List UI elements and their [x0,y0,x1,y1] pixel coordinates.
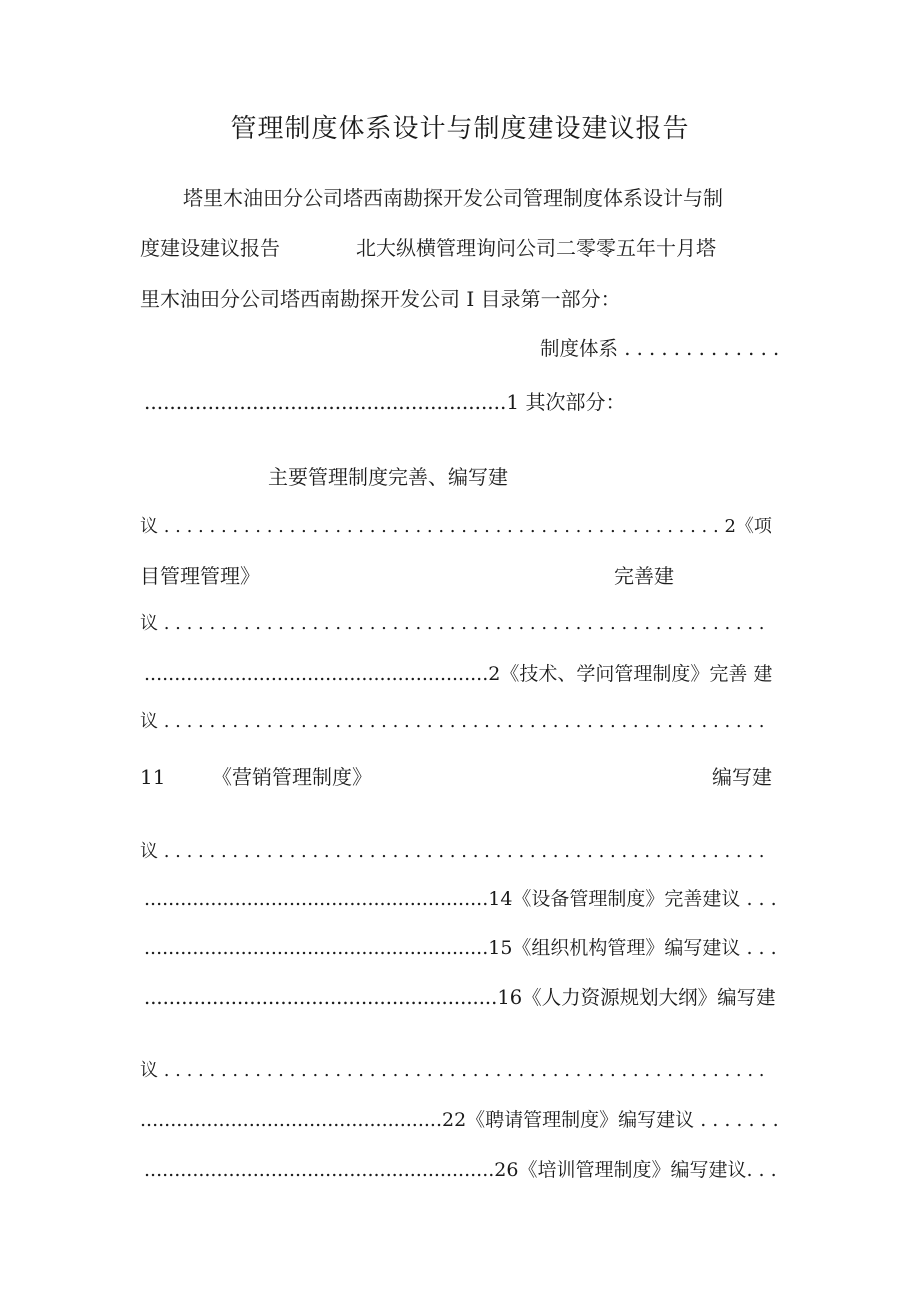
toc-entry: 议 . . . . . . . . . . . . . . . . . . . . . . . . . . . . . . . . . . . . . . . . . . . . . . . . . . . . . [140,1060,765,1081]
toc-entry: 《营销管理制度》 [212,765,372,789]
body-line: 塔里木油田分公司塔西南勘探开发公司管理制度体系设计与制 [183,186,723,210]
toc-entry: 制度体系 . . . . . . . . . . . . . [540,337,780,360]
toc-entry: 编写建 [712,765,772,789]
toc-entry: 议 . . . . . . . . . . . . . . . . . . . . . . . . . . . . . . . . . . . . . . . . . . . . . . . . . 2《项 [140,516,772,537]
toc-entry: .........................................................14《设备管理制度》完善建议 . . . [144,888,777,910]
toc-entry: 完善建 [614,564,674,588]
page-number: 11 [140,765,166,789]
body-line: 度建设建议报告 [140,236,280,260]
body-line: 北大纵横管理询问公司二零零五年十月塔 [356,236,716,260]
toc-entry: 主要管理制度完善、编写建 [268,465,508,489]
toc-entry: 议 . . . . . . . . . . . . . . . . . . . . . . . . . . . . . . . . . . . . . . . . . . . . . . . . . . . . . [140,841,765,862]
toc-entry: 议 . . . . . . . . . . . . . . . . . . . . . . . . . . . . . . . . . . . . . . . . . . . . . . . . . . . . . [140,711,765,732]
document-title: 管理制度体系设计与制度建设建议报告 [230,114,690,144]
toc-entry: ..................................................22《聘请管理制度》编写建议 . . . . . . . [140,1109,779,1131]
body-line: 里木油田分公司塔西南勘探开发公司 I 目录第一部分： [140,287,621,311]
toc-entry: 目管理管理》 [140,564,260,588]
toc-entry: ..........................................................26《培训管理制度》编写建议. . . [144,1159,777,1181]
toc-entry: .........................................................16《人力资源规划大纲》编写建 [144,986,776,1009]
toc-entry: .........................................................1 其次部分： [144,390,626,414]
toc-entry: 议 . . . . . . . . . . . . . . . . . . . . . . . . . . . . . . . . . . . . . . . . . . . . . . . . . . . . . [140,613,765,634]
toc-entry: .........................................................2《技术、学问管理制度》完善 建 [144,663,773,685]
toc-entry: .........................................................15《组织机构管理》编写建议 . . . [144,937,777,959]
